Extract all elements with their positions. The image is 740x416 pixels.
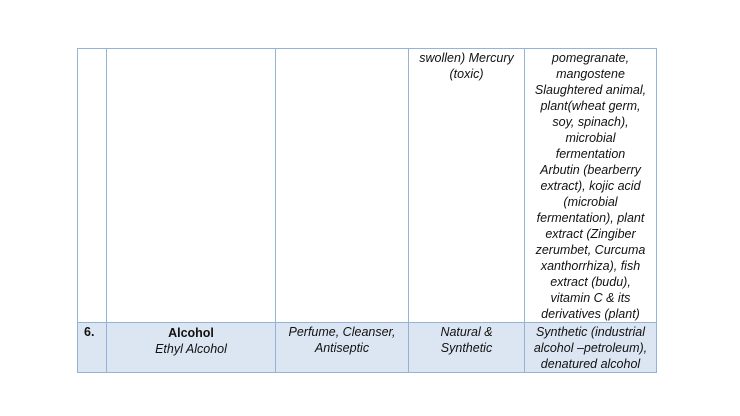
ingredients-table (77, 48, 657, 373)
cell-source: swollen) Mercury (toxic) (409, 49, 525, 323)
cell-ingredient (107, 49, 276, 323)
cell-origin: pomegranate, mangostene Slaughtered animal, plant(wheat germ, soy, spinach), microbial fermentation Arbutin (bearberry extract), kojic acid (microbial fermentation), plant extract (Zingiber zerumbet, Curcuma xanthorrhiza), fish extract (budu), vitamin C & its derivatives (plant) (525, 49, 657, 323)
cell-ingredient (107, 323, 276, 373)
ingredient-name: Alcohol (168, 326, 214, 340)
cell-uses: Perfume, Cleanser, Antiseptic (276, 323, 409, 373)
table-row-continued (78, 49, 657, 323)
cell-uses (276, 49, 409, 323)
ingredient-type: Ethyl Alcohol (155, 342, 227, 356)
cell-number: 6. (78, 323, 107, 373)
cell-number (78, 49, 107, 323)
table-row-6 (78, 323, 657, 373)
cell-source: Natural & Synthetic (409, 323, 525, 373)
cell-origin: Synthetic (industrial alcohol –petroleum), denatured alcohol (525, 323, 657, 373)
